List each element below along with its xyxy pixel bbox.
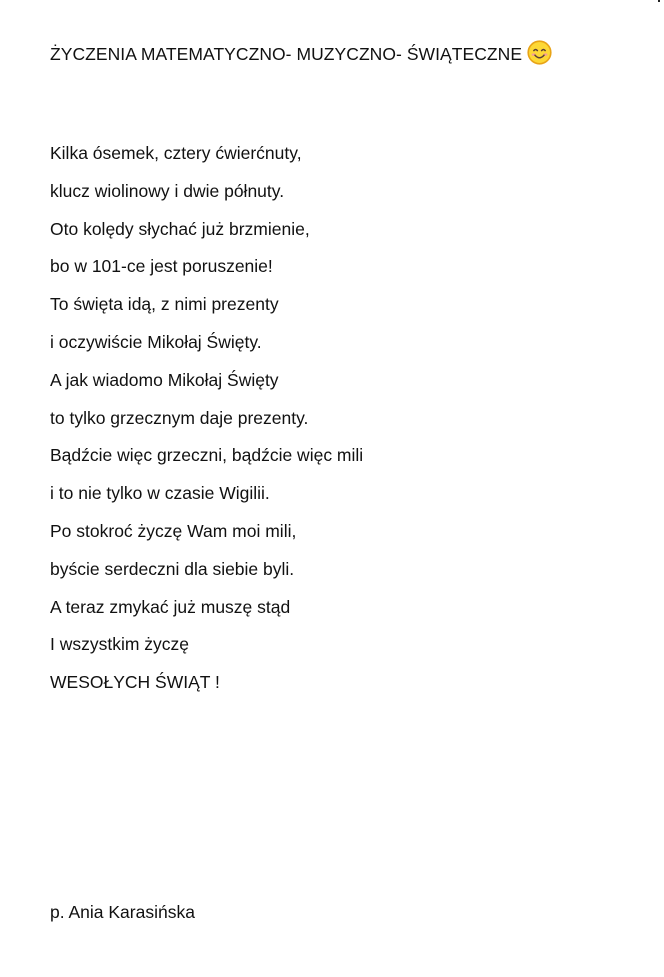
title-text: ŻYCZENIA MATEMATYCZNO- MUZYCZNO- ŚWIĄTECZNE bbox=[50, 44, 523, 64]
page-corner-mark bbox=[658, 0, 660, 2]
poem-line: Kilka ósemek, cztery ćwierćnuty, bbox=[50, 143, 302, 163]
signature: p. Ania Karasińska bbox=[50, 902, 195, 922]
poem-line: I wszystkim życzę bbox=[50, 634, 190, 655]
poem-line: Oto kolędy słychać już brzmienie, bbox=[50, 218, 310, 239]
poem-line: to tylko grzecznym daje prezenty. bbox=[50, 407, 309, 428]
smiling-face-icon bbox=[527, 40, 552, 65]
poem-line: A jak wiadomo Mikołaj Święty bbox=[50, 369, 279, 390]
poem-line: Po stokroć życzę Wam moi mili, bbox=[50, 520, 297, 541]
poem-line-greeting: WESOŁYCH ŚWIĄT ! bbox=[50, 672, 220, 693]
page-title bbox=[50, 40, 552, 68]
poem-line: i oczywiście Mikołaj Święty. bbox=[50, 331, 262, 352]
poem bbox=[50, 139, 363, 706]
poem-line: byście serdeczni dla siebie byli. bbox=[50, 558, 295, 579]
poem-line: klucz wiolinowy i dwie półnuty. bbox=[50, 180, 285, 201]
poem-line: To święta idą, z nimi prezenty bbox=[50, 294, 279, 315]
poem-line: A teraz zmykać już muszę stąd bbox=[50, 596, 291, 617]
poem-line: bo w 101-ce jest poruszenie! bbox=[50, 256, 273, 277]
poem-line: i to nie tylko w czasie Wigilii. bbox=[50, 483, 270, 504]
poem-line: Bądźcie więc grzeczni, bądźcie więc mili bbox=[50, 445, 364, 466]
